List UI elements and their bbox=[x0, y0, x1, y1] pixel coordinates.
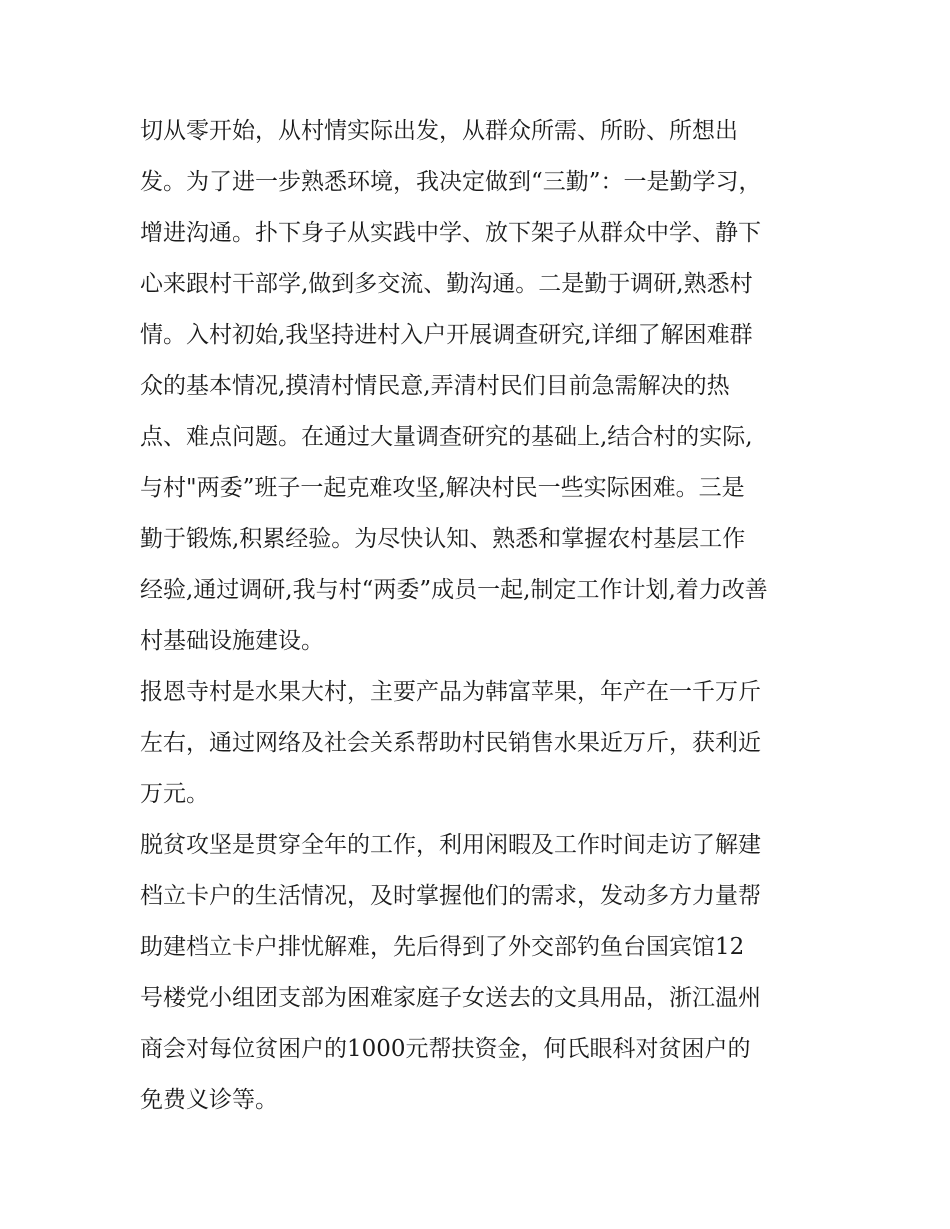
text-line: 情。入村初始,我坚持进村入户开展调查研究,详细了解困难群 bbox=[140, 322, 753, 348]
text-line: 与村"两委”班子一起克难攻坚,解决村民一些实际困难。三是 bbox=[140, 475, 745, 501]
text-line: 商会对每位贫困户的1000元帮扶资金，何氏眼科对贫困户的 bbox=[140, 1036, 751, 1062]
text-line: 号楼党小组团支部为困难家庭子女送去的文具用品，浙江温州 bbox=[140, 985, 761, 1011]
text-line: 切从零开始，从村情实际出发，从群众所需、所盼、所想出 bbox=[140, 118, 738, 144]
text-line: 勤于锻炼,积累经验。为尽快认知、熟悉和掌握农村基层工作 bbox=[140, 526, 746, 552]
text-line: 村基础设施建设。 bbox=[140, 628, 324, 654]
paragraph-fruit-sales bbox=[140, 667, 830, 820]
text-line: 心来跟村干部学,做到多交流、勤沟通。二是勤于调研,熟悉村 bbox=[140, 271, 753, 297]
text-line: 万元。 bbox=[140, 781, 209, 807]
text-line: 经验,通过调研,我与村“两委”成员一起,制定工作计划,着力改善 bbox=[140, 577, 768, 603]
text-line: 众的基本情况,摸清村情民意,弄清村民们目前急需解决的热 bbox=[140, 373, 730, 399]
document-body bbox=[140, 106, 830, 1126]
text-line: 免费义诊等。 bbox=[140, 1087, 278, 1113]
paragraph-poverty-alleviation bbox=[140, 820, 830, 1126]
text-line: 脱贫攻坚是贯穿全年的工作，利用闲暇及工作时间走访了解建 bbox=[140, 832, 761, 858]
text-line: 左右，通过网络及社会关系帮助村民销售水果近万斤，获利近 bbox=[140, 730, 761, 756]
text-line: 点、难点问题。在通过大量调查研究的基础上,结合村的实际, bbox=[140, 424, 753, 450]
text-line: 档立卡户的生活情况，及时掌握他们的需求，发动多方力量帮 bbox=[140, 883, 761, 909]
text-line: 报恩寺村是水果大村，主要产品为韩富苹果，年产在一千万斤 bbox=[140, 679, 761, 705]
text-line: 发。为了进一步熟悉环境，我决定做到“三勤”：一是勤学习， bbox=[140, 169, 762, 195]
text-line: 助建档立卡户排忧解难，先后得到了外交部钓鱼台国宾馆12 bbox=[140, 934, 745, 960]
paragraph-work-methods bbox=[140, 106, 830, 667]
text-line: 增进沟通。扑下身子从实践中学、放下架子从群众中学、静下 bbox=[140, 220, 761, 246]
